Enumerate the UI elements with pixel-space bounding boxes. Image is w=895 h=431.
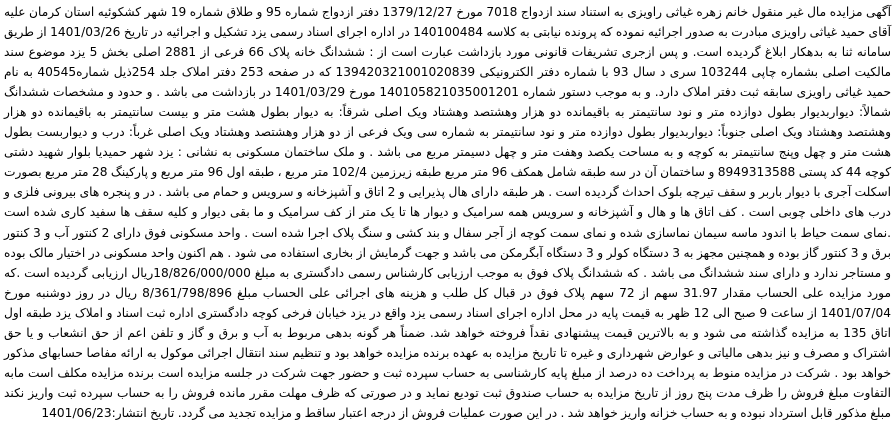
auction-notice-body: آگهی مزایده مال غیر منقول خانم زهره غیاثی راویزی به استناد سند ازدواج 7018 مورخ 1379/12/27 دفتر ازدواج شماره 95 و طلاق شماره 19 شهر کشکوئیه استان کرمان علیه آقای حمید غیاثی راویزی مبادرت به صدور اجرائیه نموده که پرونده نیابتی به کلاسه 140100484 در اداره اجرای اسناد رسمی یزد تشکیل و اجرائیه در تاریخ 1401/03/26 از طریق سامانه ثنا به بدهکار ابلاغ گردیده است. و پس ازجری تشریفات قانونی مورد بازداشت عبارت است از : ششدانگ خانه پلاک 66 فرعی از 2881 اصلی بخش 5 یزد موضوع سند مالکیت اصلی بشماره چاپی 103244 سری د سال 93 با شماره دفتر الکترونیکی 139420321001020839 که در صفحه 253 دفتر املاک جلد 254ذیل شماره40545 به نام حمید غیاثی راویزی سابقه ثبت دفتر املاک دارد. و به موجب دستور شماره 140105821035001201 مورخ 1401/03/29 در بازداشت می باشد . و حدود و مشخصات ششدانگ شمالاً: دیواربدیوار بطول دوازده متر و نود سانتیمتر به باقیمانده دو هزار وهشتصد وهشتاد ویک اصلی شرقاً: به دیوار بطول هشت متر و بیست سانتیمتر به باقیمانده دو هزار وهشتصد وهشتاد ویک اصلی جنوباً: دیواربدیوار بطول دوازده متر و نود سانتیمتر به شماره سی ویک فرعی از دو هزار وهشتصد وهشتاد ویک اصلی غرباً: درب و دیواربست بطول هشت متر و چهل وپنج سانتیمتر به کوچه و به مساحت یکصد وهفت متر و چهل دسیمتر مربع می باشد . و ملک ساختمان مسکونی به نشانی : یزد شهر حمیدیا بلوار شهید دشتی کوچه 44 کد پستی 8949313588 و ساختمان آن در سه طبقه شامل همکف 96 متر مربع طبقه زیرزمین 102/4 متر مربع ، طبقه اول 96 متر مربع و پارکینگ 28 متر مربع بصورت اسکلت آجری با دیوار باربر و سقف تیرچه بلوک احداث گردیده است . هر طبقه دارای هال پذیرایی و 2 اتاق و آشپزخانه و سرویس و حمام می باشد . در و پنجره های بیرونی فلزی و درب های داخلی چوبی است . کف اتاق ها و هال و آشپزخانه و سرویس همه سرامیک و دیوار ها تا یک متر از کف سرامیک و ما بقی دیوار و کلیه سقف ها سفید کاری شده است .نمای سمت حیاط با اندود ماسه سیمان نماسازی شده و نمای سمت کوچه از آجر سفال و بند کشی و سنگ پلاک اجرا شده است . واحد مسکونی فوق دارای 2 کنتور آب و 3 کنتور برق و 3 کنتور گاز بوده و همچنین مجهز به 3 دستگاه کولر و 3 دستگاه آبگرمکن می باشد و جهت گرمایش از بخاری استفاده می شود . هم اکنون واحد مسکونی در اختیار مالک بوده و مستاجر ندارد و دارای سند ششدانگ می باشد . که ششدانگ پلاک فوق به موجب ارزیابی کارشناس رسمی دادگستری به مبلغ 18/826/000/000ریال ارزیابی گردیده است .که مورد مزایده علی الحساب مقدار 31.97 سهم از 72 سهم پلاک فوق در قبال کل طلب و هزینه های اجرائی علی الحساب مبلغ 8/361/798/896 ریال در روز دوشنبه مورخ 1401/07/04 از ساعت 9 صبح الی 12 ظهر به قیمت پایه در محل اداره اجرای اسناد رسمی یزد واقع در یزد خیابان فرخی کوچه دادگستری اداره ثبت اسناد و املاک یزد طبقه اول اتاق 135 به مزایده گذاشته می شود و به بالاترین قیمت پیشنهادی نقداً فروخته خواهد شد. ضمناً هر گونه بدهی مربوط به آب و برق و گاز و تلفن اعم از حق انشعاب و یا حق اشتراک و مصرف و نیز بدهی مالیاتی و عوارض شهرداری و غیره تا تاریخ مزایده به عهده برنده مزایده خواهد بود و تنظیم سند انتقال اجرائی موکول به ارائه مفاصا حسابهای مذکور خواهد بود . شرکت در مزایده منوط به پرداخت ده درصد از مبلغ پایه کارشناسی به حساب سپرده ثبت و حضور جهت شرکت در جلسه مزایده است برنده مزایده مکلف است مابه التفاوت مبلغ فروش را ظرف مدت پنج روز از تاریخ مزایده به حساب صندوق ثبت توديع نماید و در صورتی که ظرف مهلت مقرر مانده فروش را به حساب سپرده ثبت واریز نکند مبلغ مذکور قابل استرداد نبوده و به حساب خزانه واریز خواهد شد . در این صورت عملیات فروش از درجه اعتبار ساقط و مزایده تجدید می گردد. تاریخ انتشار:1401/06/23 [4,5,892,420]
